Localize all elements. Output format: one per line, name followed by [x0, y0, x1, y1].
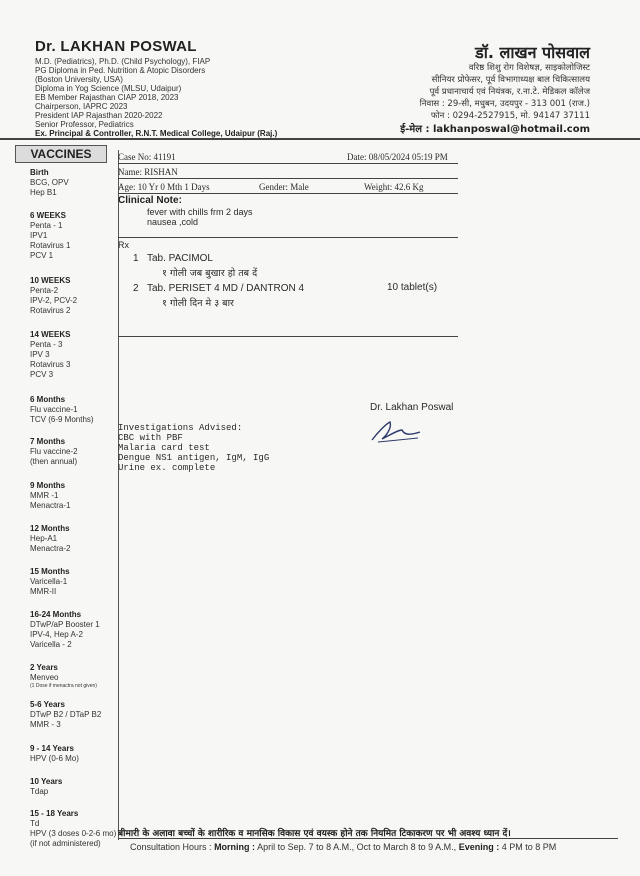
vaccine-item: BCG, OPV — [30, 178, 69, 187]
visit-date: Date: 08/05/2024 05:19 PM — [347, 152, 448, 162]
header-divider — [0, 138, 640, 140]
vaccine-group — [30, 700, 101, 730]
doctor-details-hindi — [420, 62, 590, 122]
patient-age: Age: 10 Yr 0 Mth 1 Days — [118, 182, 210, 192]
email-line: ई-मेल : lakhanposwal@hotmail.com — [400, 124, 590, 135]
morning-label: Morning : — [214, 842, 256, 852]
qualification-line: Diploma in Yog Science (MLSU, Udaipur) — [35, 84, 182, 93]
vaccine-column-divider — [118, 150, 119, 840]
hindi-line: निवास : 29-सी, मधुबन, उदयपुर - 313 001 (राज.) — [419, 99, 590, 109]
vaccine-item: Menveo — [30, 673, 59, 682]
vaccine-age-heading: 16-24 Months — [30, 610, 82, 619]
vaccine-age-heading: 6 WEEKS — [30, 211, 67, 220]
vaccine-age-heading: 9 Months — [30, 481, 66, 490]
vaccine-item: Tdap — [30, 787, 49, 796]
hindi-line: फोन : 0294-2527915, मो. 94147 37111 — [430, 111, 590, 121]
evening-label: Evening : — [458, 842, 500, 852]
vaccines-title: VACCINES — [15, 145, 107, 163]
vaccine-age-heading: Birth — [30, 168, 49, 177]
vaccine-item: IPV 3 — [30, 350, 50, 359]
row-divider — [118, 163, 458, 164]
medicine-number: 2 — [133, 283, 139, 294]
row-divider — [118, 193, 458, 194]
vaccine-age-heading: 14 WEEKS — [30, 330, 71, 339]
vaccine-item: Hep B1 — [30, 188, 57, 197]
doctor-name: Dr. LAKHAN POSWAL — [35, 38, 197, 55]
medicine-number: 1 — [133, 253, 139, 264]
qualification-line: EB Member Rajasthan CIAP 2018, 2023 — [35, 93, 179, 102]
vaccine-item: Penta - 1 — [30, 221, 63, 230]
row-divider — [118, 237, 458, 238]
qualification-line: Senior Professor, Pediatrics — [35, 120, 134, 129]
qualification-line: President IAP Rajasthan 2020-2022 — [35, 111, 163, 120]
vaccine-age-heading: 10 Years — [30, 777, 63, 786]
vaccine-group — [30, 777, 62, 797]
vaccine-item: Penta - 3 — [30, 340, 63, 349]
vaccine-item: Td — [30, 819, 40, 828]
vaccine-age-heading: 2 Years — [30, 663, 58, 672]
evening-text: 4 PM to 8 PM — [501, 842, 557, 852]
patient-gender: Gender: Male — [259, 182, 309, 192]
vaccine-group — [30, 663, 97, 690]
rx-label: Rx — [118, 240, 129, 250]
medicine-instruction: १ गोली जब बुखार हो तब दें — [162, 268, 258, 279]
investigation-item: Dengue NS1 antigen, IgM, IgG — [118, 453, 270, 463]
investigation-item: Urine ex. complete — [118, 463, 216, 473]
vaccine-item: MMR - 3 — [30, 720, 61, 729]
vaccine-item: MMR -1 — [30, 491, 59, 500]
vaccine-group — [30, 744, 79, 764]
vaccine-item: Flu vaccine-2 — [30, 447, 78, 456]
vaccine-group — [30, 524, 70, 554]
vaccine-age-heading: 15 Months — [30, 567, 70, 576]
vaccine-item: Menactra-1 — [30, 501, 71, 510]
signature-scribble — [368, 418, 428, 444]
medicine-name: Tab. PACIMOL — [147, 253, 213, 264]
vaccine-age-heading: 5-6 Years — [30, 700, 65, 709]
vaccine-age-heading: 6 Months — [30, 395, 66, 404]
vaccine-item: IPV-2, PCV-2 — [30, 296, 78, 305]
signature-name: Dr. Lakhan Poswal — [370, 402, 454, 413]
row-divider — [118, 336, 458, 337]
vaccine-item: Varicella - 2 — [30, 640, 72, 649]
medicine-quantity: 10 tablet(s) — [387, 282, 438, 293]
vaccine-age-heading: 15 - 18 Years — [30, 809, 79, 818]
vaccine-item: DTwP B2 / DTaP B2 — [30, 710, 102, 719]
vaccine-item: IPV-4, Hep A-2 — [30, 630, 83, 639]
vaccine-group — [30, 211, 70, 261]
doctor-qualifications — [35, 57, 277, 138]
vaccine-group — [30, 567, 70, 597]
vaccine-group — [30, 168, 69, 198]
vaccine-group — [30, 481, 70, 511]
clinical-note-label: Clinical Note: — [118, 195, 182, 206]
vaccine-item: HPV (0-6 Mo) — [30, 754, 79, 763]
medicine-instruction: १ गोली दिन मे ३ बार — [162, 298, 234, 309]
vaccine-group — [30, 610, 100, 650]
qualification-line: Chairperson, IAPRC 2023 — [35, 102, 128, 111]
vaccine-item: Hep-A1 — [30, 534, 58, 543]
vaccine-item: (then annual) — [30, 457, 78, 466]
vaccine-group — [30, 437, 78, 467]
vaccine-group — [30, 395, 94, 425]
medicine-name: Tab. PERISET 4 MD / DANTRON 4 — [147, 283, 305, 294]
patient-name: Name: RISHAN — [118, 167, 178, 177]
vaccine-group — [30, 276, 77, 316]
vaccine-item: Rotavirus 2 — [30, 306, 71, 315]
qualification-line: Ex. Principal & Controller, R.N.T. Medical College, Udaipur (Raj.) — [35, 129, 278, 138]
vaccine-item: TCV (6-9 Months) — [30, 415, 94, 424]
vaccine-item: Rotavirus 1 — [30, 241, 71, 250]
qualification-line: (Boston University, USA) — [35, 75, 123, 84]
morning-text: April to Sep. 7 to 8 A.M., Oct to March 8 to 9 A.M., — [257, 842, 457, 852]
qualification-line: PG Diploma in Ped. Nutrition & Atopic Disorders — [35, 66, 206, 75]
vaccine-item: Penta-2 — [30, 286, 59, 295]
investigation-item: Malaria card test — [118, 443, 210, 453]
vaccine-age-heading: 7 Months — [30, 437, 66, 446]
row-divider — [118, 178, 458, 179]
investigation-item: CBC with PBF — [118, 433, 183, 443]
consult-label: Consultation Hours : — [130, 842, 212, 852]
vaccine-item: Menactra-2 — [30, 544, 71, 553]
footer-note: बीमारी के अलावा बच्चों के शारीरिक व मानसिक विकास एवं वयस्क होने तक नियमित टिकाकरण पर भी अवश्य ध्यान दें। — [118, 829, 511, 839]
vaccine-item: Rotavirus 3 — [30, 360, 71, 369]
vaccine-item: Varicella-1 — [30, 577, 68, 586]
hindi-line: वरिष्ठ शिशु रोग विशेषज्ञ, साइकोलोजिस्ट — [468, 63, 590, 73]
vaccine-item: IPV1 — [30, 231, 48, 240]
vaccine-item: Flu vaccine-1 — [30, 405, 78, 414]
vaccine-group — [30, 330, 70, 380]
vaccine-item: DTwP/aP Booster 1 — [30, 620, 100, 629]
hindi-line: पूर्व प्रधानाचार्य एवं नियंत्रक, र.ना.टे. मेडिकल कॉलेज — [429, 87, 590, 97]
clinical-note: fever with chills frm 2 days — [147, 207, 253, 217]
vaccine-item: MMR-II — [30, 587, 57, 596]
case-number: Case No: 41191 — [118, 152, 176, 162]
vaccine-group — [30, 809, 116, 849]
vaccine-item: HPV (3 doses 0-2-6 mo) — [30, 829, 117, 838]
vaccine-item: (if not administered) — [30, 839, 101, 848]
consultation-hours — [130, 842, 556, 852]
doctor-name-hindi: डॉ. लाखन पोसवाल — [475, 43, 590, 62]
investigations-label: Investigations Advised: — [118, 423, 243, 433]
vaccine-item: PCV 1 — [30, 251, 54, 260]
clinical-note: nausea ,cold — [147, 217, 199, 227]
hindi-line: सीनियर प्रोफेसर, पूर्व विभागाध्यक्ष बाल चिकित्सालय — [431, 75, 590, 85]
vaccine-age-heading: 12 Months — [30, 524, 70, 533]
vaccine-footnote: (1 Dose if menactra not given) — [30, 683, 97, 689]
patient-weight: Weight: 42.6 Kg — [364, 182, 424, 192]
vaccine-age-heading: 9 - 14 Years — [30, 744, 74, 753]
vaccine-item: PCV 3 — [30, 370, 54, 379]
qualification-line: M.D. (Pediatrics), Ph.D. (Child Psychology), FIAP — [35, 57, 211, 66]
vaccine-age-heading: 10 WEEKS — [30, 276, 71, 285]
